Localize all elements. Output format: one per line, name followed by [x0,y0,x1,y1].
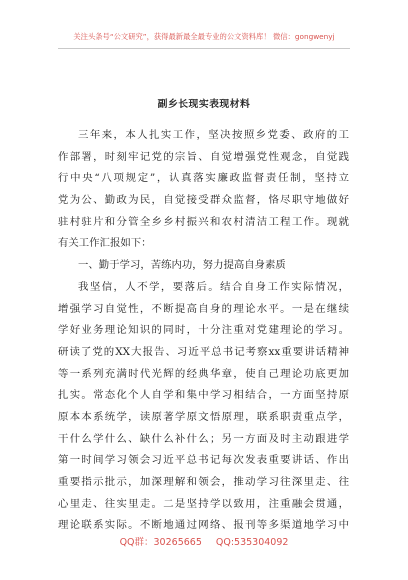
body-line: 扎实。常态化个人自学和集中学习相结合，一方面坚持原 [58,389,349,402]
footer-qq-group: QQ群：30265665 [119,537,202,548]
footer-qq-contact: QQ:535304092 [215,537,289,548]
page-footer [0,534,408,548]
body-line: 研读了党的XX大报告、习近平总书记考察xx重要讲话精神 [58,345,349,358]
body-line: 增强学习自觉性，不断提高自身的理论水平。一是在继续 [58,302,349,315]
body-line: 作部署，时刻牢记党的宗旨、自觉增强党性观念，自觉践 [58,150,349,163]
body-line: 行中央“八项规定”，认真落实廉政监督责任制，坚持立 [58,172,349,185]
body-line: 第一时间学习领会习近平总书记每次发表重要讲话、作出 [58,454,349,467]
body-line: 三年来，本人扎实工作，坚决按照乡党委、政府的工 [78,129,349,141]
document-body [58,125,349,537]
body-line: 有关工作汇报如下： [58,237,152,250]
section-heading: 一、勤于学习，苦练内功，努力提高自身素质 [78,259,286,272]
body-line: 理论联系实际。不断地通过网络、报刊等多渠道地学习中 [58,519,349,532]
body-line: 原本本系统学，读原著学原文悟原理，联系职责重点学， [58,410,349,423]
body-line: 心里走、往实里走。二是坚持学以致用，注重融会贯通， [58,497,349,510]
body-line: 等一系列充满时代光辉的经典华章，使自己理论功底更加 [58,367,349,380]
document-title: 副乡长现实表现材料 [157,99,251,110]
page-header [58,24,350,49]
body-line: 驻村驻片和分管全乡乡村振兴和农村清洁工程工作。现就 [58,215,349,228]
body-line: 学好业务理论知识的同时，十分注重对党建理论的学习。 [58,324,349,337]
body-line: 我坚信，人不学，要落后。结合自身工作实际情况， [78,280,349,293]
body-line: 党为公、勤政为民，自觉接受群众监督，恪尽职守地做好 [58,194,349,207]
body-line: 重要指示批示，加深理解和领会，推动学习往深里走、往 [58,476,349,488]
header-promo-text: 关注头条号“公文研究”，获得最新最全最专业的公文资料库！ 微信：gongwenyj [73,32,335,41]
body-line: 干什么学什么、缺什么补什么；另一方面及时主动跟进学 [58,432,349,445]
